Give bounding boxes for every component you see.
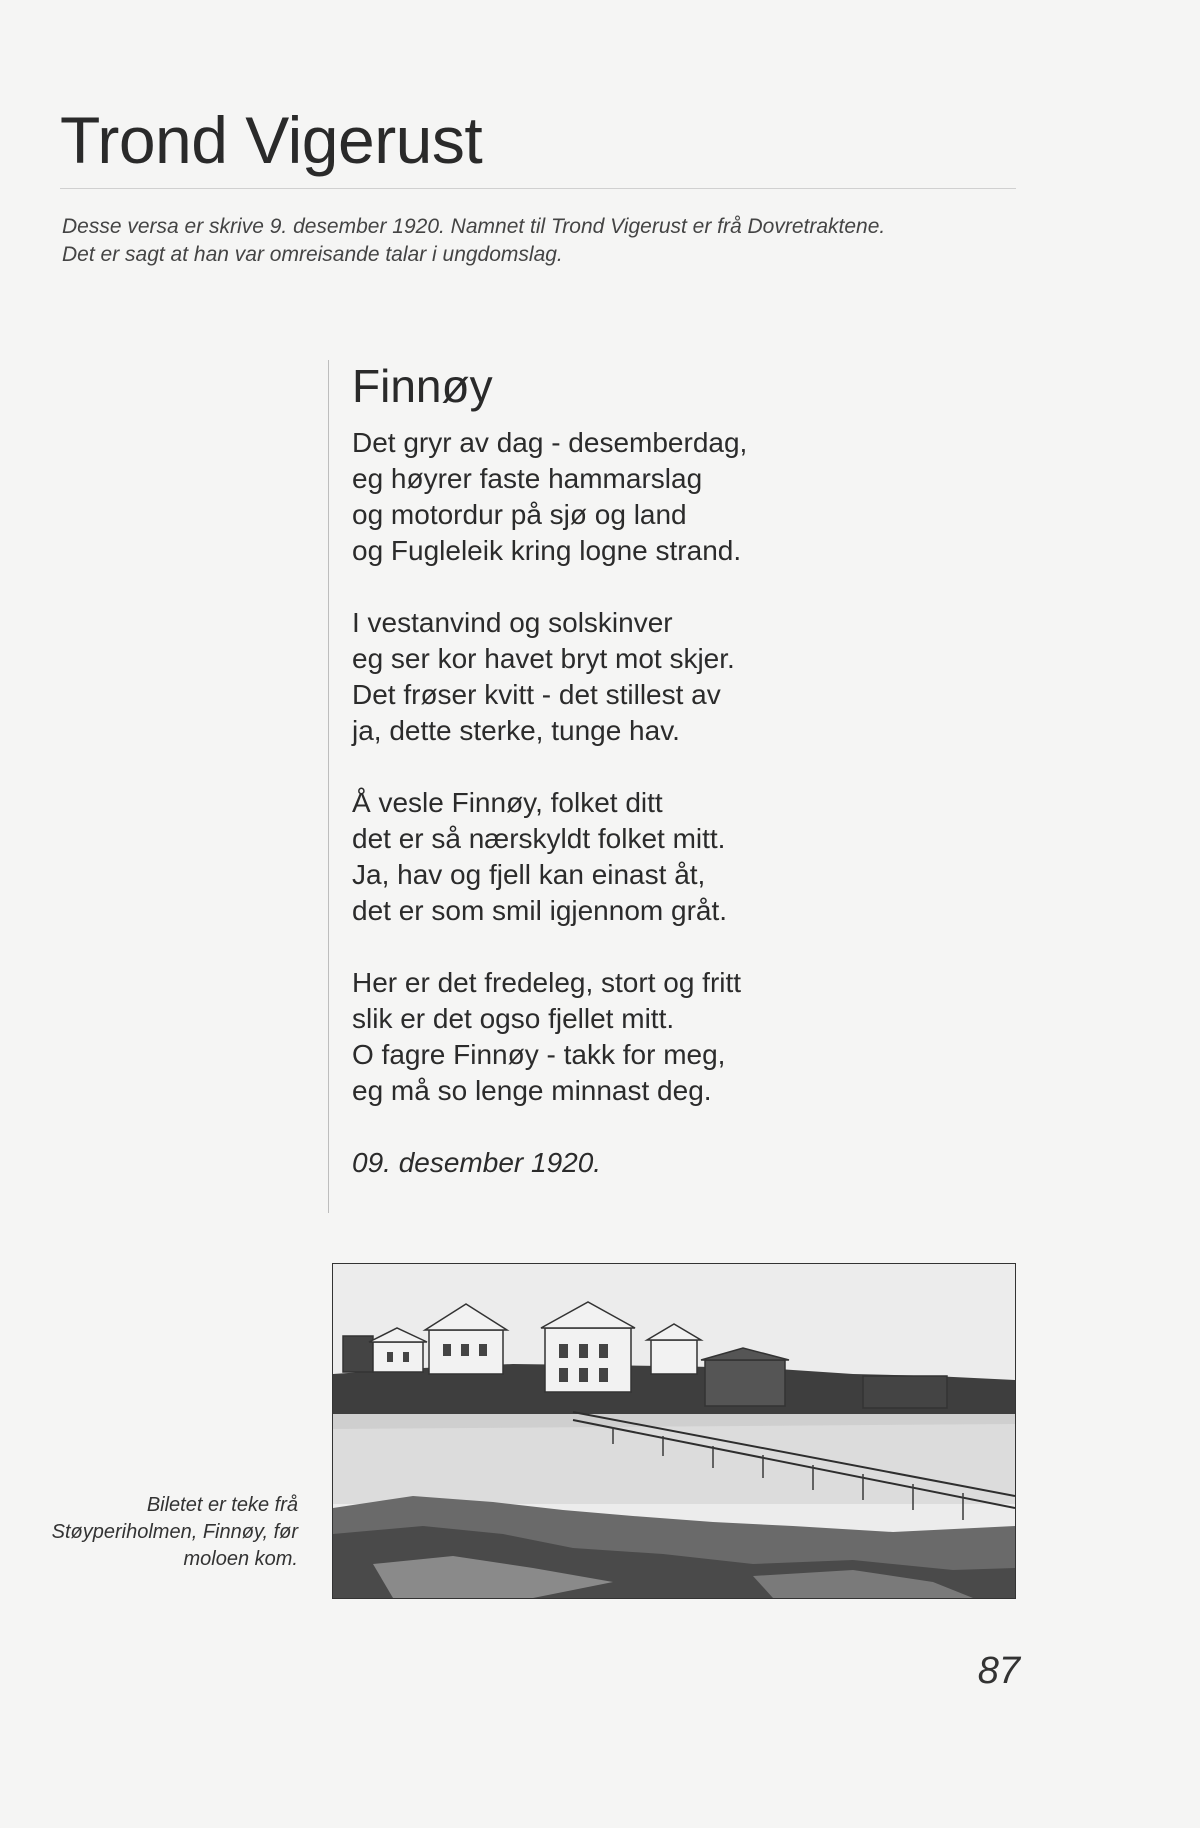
- poem-line: Ja, hav og fjell kan einast åt,: [352, 859, 706, 890]
- harbour-photo: [332, 1263, 1016, 1599]
- poem-line: det er som smil igjennom gråt.: [352, 895, 728, 926]
- poem-line: eg må so lenge minnast deg.: [352, 1075, 712, 1106]
- poem-stanza: [352, 785, 952, 929]
- poem-stanza: [352, 965, 952, 1109]
- poem: [352, 357, 952, 1181]
- caption-line: Biletet er teke frå: [146, 1494, 298, 1516]
- poem-line: Å vesle Finnøy, folket ditt: [352, 787, 663, 818]
- poem-line: eg høyrer faste hammarslag: [352, 463, 703, 494]
- poem-line: eg ser kor havet bryt mot skjer.: [352, 643, 735, 674]
- poem-line: I vestanvind og solskinver: [352, 607, 673, 638]
- intro-line: Desse versa er skrive 9. desember 1920. Namnet til Trond Vigerust er frå Dovretraktene.: [62, 215, 886, 238]
- poem-stanza: [352, 605, 952, 749]
- poem-stanza: [352, 425, 952, 569]
- poem-title: Finnøy: [352, 360, 493, 412]
- poem-line: det er så nærskyldt folket mitt.: [352, 823, 726, 854]
- intro-line: Det er sagt at han var omreisande talar i ungdomslag.: [62, 243, 563, 266]
- caption-line: moloen kom.: [183, 1548, 298, 1570]
- poem-date: 09. desember 1920.: [352, 1147, 602, 1178]
- page-number: 87: [977, 1650, 1020, 1692]
- poem-line: slik er det ogso fjellet mitt.: [352, 1003, 675, 1034]
- poem-line: Det gryr av dag - desemberdag,: [352, 427, 748, 458]
- title-divider: [60, 188, 1016, 189]
- poem-line: og Fugleleik kring logne strand.: [352, 535, 742, 566]
- poem-line: O fagre Finnøy - takk for meg,: [352, 1039, 726, 1070]
- harbour-photo-illustration: [333, 1264, 1015, 1598]
- intro-text: [62, 213, 1022, 269]
- caption-line: Støyperiholmen, Finnøy, før: [51, 1521, 298, 1543]
- author-title: Trond Vigerust: [60, 103, 483, 177]
- poem-line: Her er det fredeleg, stort og fritt: [352, 967, 742, 998]
- poem-vertical-rule: [328, 360, 329, 1213]
- poem-line: ja, dette sterke, tunge hav.: [352, 715, 680, 746]
- poem-line: Det frøser kvitt - det stillest av: [352, 679, 721, 710]
- photo-caption: [0, 1492, 298, 1573]
- poem-line: og motordur på sjø og land: [352, 499, 687, 530]
